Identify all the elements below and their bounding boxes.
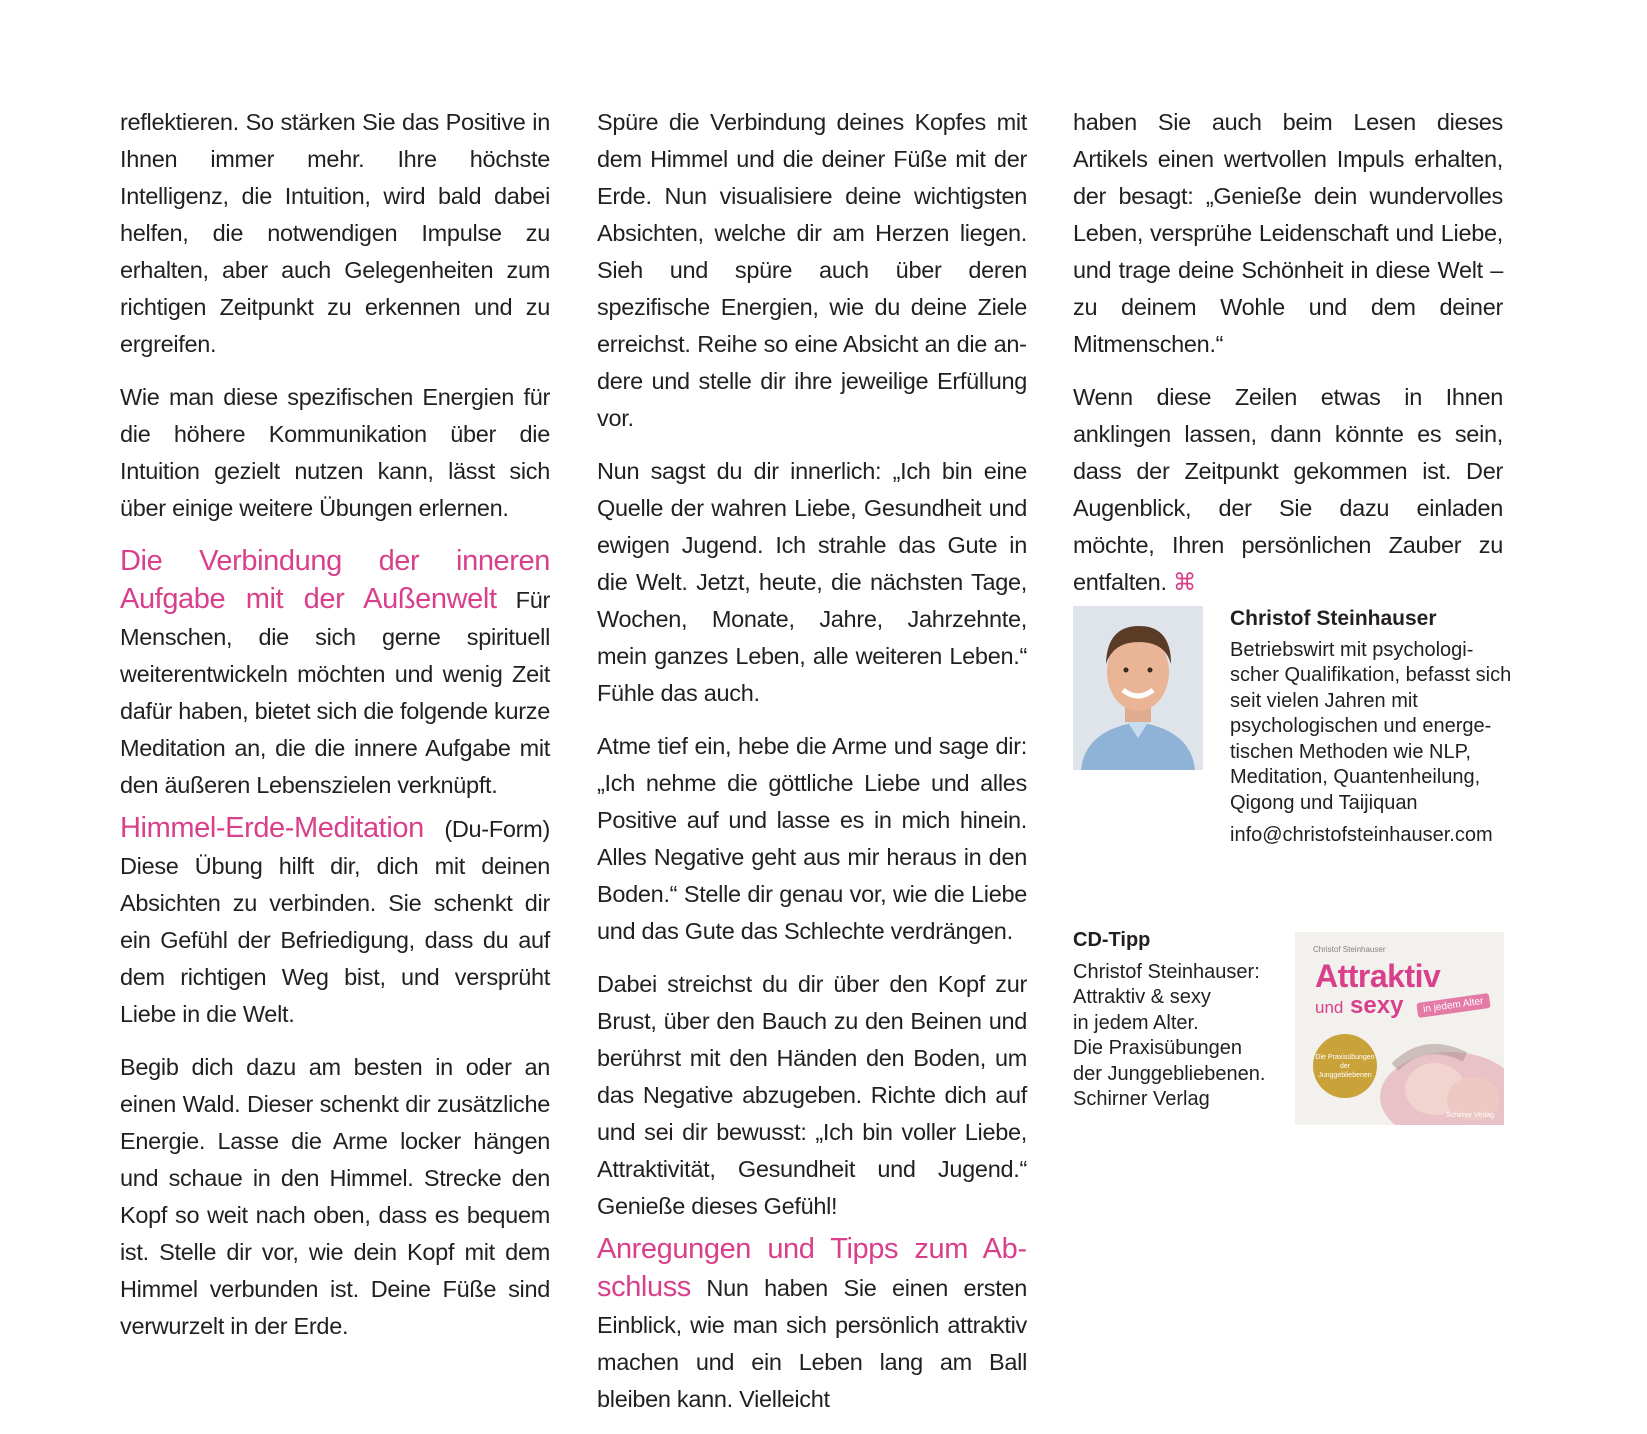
- section-heading: Himmel-Erde-Meditation: [120, 812, 424, 844]
- cd-tip-line: Schirner Verlag: [1073, 1088, 1210, 1110]
- cd-tip-line: der Junggebliebenen.: [1073, 1062, 1266, 1085]
- paragraph: Atme tief ein, hebe die Arme und sage dir: „Ich nehme die göttliche Liebe und alles Positive auf und lasse es in mich hinein. Alles Negative geht aus mir heraus in den Boden.“ Stelle dir genau vor, wie die Liebe und das Gute das Schlechte verdrängen.: [597, 733, 1027, 944]
- cd-tip-line: Christof Steinhauser:: [1073, 960, 1260, 983]
- section-heading: Anregungen und Tipps zum Abschluss: [597, 1233, 1027, 1303]
- paragraph: Begib dich dazu am besten in oder an einen Wald. Dieser schenkt dir zusätzliche Energie. Lasse die Arme locker hängen und schaue in den Himmel. Strecke den Kopf so weit nach oben, dass es bequem ist. Stelle dir vor, wie dein Kopf mit dem Himmel verbunden ist. Deine Füße sind verwurzelt in der Erde.: [120, 1054, 550, 1339]
- column-1: [120, 104, 550, 1361]
- column-3: [1073, 104, 1503, 617]
- paragraph-text: Wenn diese Zeilen etwas in Ihnen anklingen lassen, dann könnte es sein, dass der Zeitpunkt gekommen ist. Der Augenblick, der Sie dazu einladen möchte, Ihren persönlichen Zauber zu entfalten.: [1073, 384, 1503, 595]
- cover-badge: in jedem Alter: [1416, 993, 1490, 1018]
- paragraph-text: Für Menschen, die sich gerne spirituell weiterentwickeln möchten und wenig Zeit dafür haben, bietet sich die folgende kurze Meditation an, die die innere Aufgabe mit den äußeren Lebenszielen verknüpft.: [120, 587, 550, 798]
- cd-tip-line: Die Praxisübungen: [1073, 1037, 1242, 1059]
- cd-tip: [1073, 928, 1513, 1128]
- author-box: [1073, 606, 1513, 856]
- paragraph-text: Nun haben Sie einen ersten Einblick, wie man sich persönlich attraktiv machen und ein Leben lang am Ball bleiben kann. Vielleicht: [597, 1275, 1027, 1412]
- paragraph-text: Diese Übung hilft dir, dich mit deinen Absichten zu verbinden. Sie schenkt dir ein Gefühl der Befriedigung, dass du auf dem richtigen Weg bist, und versprüht Liebe in die Welt.: [120, 853, 550, 1027]
- cover-subtitle: und sexy: [1315, 992, 1404, 1019]
- author-bio: Betriebswirt mit psychologischer Qualifikation, befasst sich seit vielen Jahren mit psychologischen und energetischen Methoden wie NLP, Meditation, Quantenheilung, Qigong und Taijiquan: [1230, 638, 1512, 814]
- cd-tip-text: [1073, 928, 1293, 1113]
- cd-tip-title: CD-Tipp: [1073, 929, 1151, 951]
- author-text: [1230, 606, 1515, 849]
- cover-illustration: [1355, 1027, 1504, 1125]
- paragraph: [120, 543, 550, 804]
- paragraph: [120, 810, 550, 1033]
- paragraph: [597, 1231, 1027, 1418]
- cover-author: Christof Steinhauser: [1313, 945, 1386, 954]
- author-photo: [1073, 606, 1203, 770]
- section-heading: Die Verbindung der inneren Aufgabe mit der Außenwelt: [120, 545, 550, 615]
- publisher-logo: Schirner Verlag: [1446, 1112, 1494, 1119]
- paragraph: Dabei streichst du dir über den Kopf zur Brust, über den Bauch zu den Beinen und berührst mit den Händen den Boden, um das Negative abzugeben. Richte dich auf und sei dir bewusst: „Ich bin voller Liebe, Attraktivität, Gesundheit und Jugend.“ Genieße dieses Gefühl!: [597, 971, 1027, 1219]
- cd-tip-lines: [1073, 960, 1293, 1113]
- paragraph: reflektieren. So stärken Sie das Positive in Ihnen immer mehr. Ihre höchste Intelligenz, die Intuition, wird bald dabei helfen, die notwendigen Impulse zu erhalten, aber auch Gelegenheiten zum richtigen Zeitpunkt zu erkennen und zu ergreifen.: [120, 109, 550, 357]
- paragraph: Wie man diese spezifischen Energien für die höhere Kommunikation über die Intuition gezielt nutzen kann, lässt sich über einige weitere Übungen erlernen.: [120, 384, 550, 521]
- paragraph: Spüre die Verbindung deines Kopfes mit dem Himmel und die deiner Füße mit der Erde. Nun visualisiere deine wichtigsten Absichten, welche dir am Herzen liegen. Sieh und spüre auch über deren spezifische Energien, wie du deine Ziele erreichst. Reihe so eine Absicht an die andere und stelle dir ihre jeweilige Erfüllung vor.: [597, 109, 1027, 431]
- cover-title: Attraktiv: [1315, 958, 1441, 994]
- column-2: [597, 104, 1027, 1434]
- cd-tip-line: in jedem Alter.: [1073, 1011, 1199, 1034]
- cover-seal: Die Praxisübungen der Junggebliebenen: [1313, 1034, 1377, 1098]
- end-mark-icon: ⌘: [1172, 569, 1197, 595]
- paragraph: Nun sagst du dir innerlich: „Ich bin eine Quelle der wahren Liebe, Gesundheit und ewigen Jugend. Ich strahle das Gute in die Welt. Jetzt, heute, die nächsten Tage, Wochen, Monate, Jahre, Jahrzehnte, mein ganzes Leben, alle weiteren Leben.“ Fühle das auch.: [597, 458, 1027, 706]
- cd-cover-image: [1295, 932, 1504, 1125]
- author-name: Christof Steinhauser: [1230, 607, 1437, 630]
- author-email[interactable]: info@christofsteinhauser.com: [1230, 824, 1493, 846]
- heading-subtitle: (Du-Form): [444, 816, 550, 842]
- paragraph: haben Sie auch beim Lesen dieses Artikels einen wertvollen Impuls erhalten, der besagt: „Genieße dein wundervolles Leben, versprühe Leidenschaft und Liebe, und trage deine Schönheit in diese Welt – zu deinem Wohle und dem deiner Mitmenschen.“: [1073, 109, 1503, 357]
- paragraph: [1073, 379, 1503, 601]
- cd-tip-line: Attraktiv & sexy: [1073, 986, 1211, 1008]
